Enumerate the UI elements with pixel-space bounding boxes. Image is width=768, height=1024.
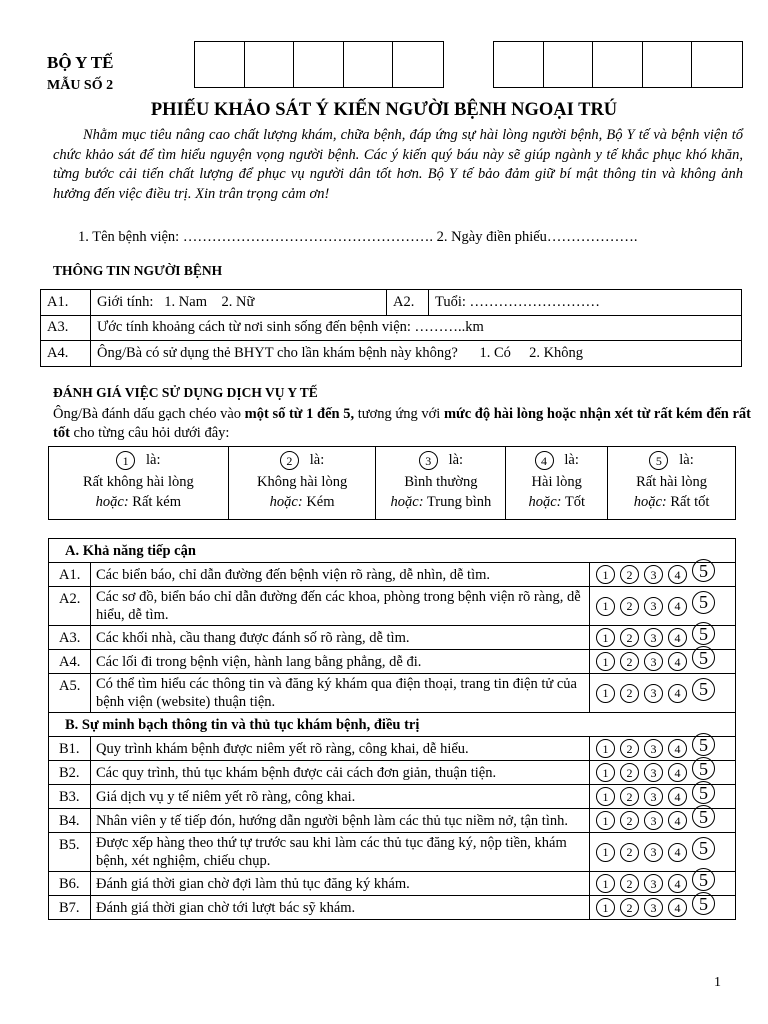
survey-question-row — [49, 809, 736, 833]
survey-question-row — [49, 626, 736, 650]
scale-level-4: 4 là: Hài lòng hoặc: Tốt — [506, 447, 608, 520]
rating-option-1[interactable]: 1 — [596, 763, 615, 782]
survey-question-row — [49, 761, 736, 785]
survey-question-row — [49, 872, 736, 896]
rating-option-2[interactable]: 2 — [620, 763, 639, 782]
rating-option-3[interactable]: 3 — [644, 684, 663, 703]
section-title: B. Sự minh bạch thông tin và thủ tục khám bệnh, điều trị — [49, 713, 736, 737]
question-code: B2. — [49, 761, 91, 785]
question-text: Đánh giá thời gian chờ tới lượt bác sỹ khám. — [90, 896, 589, 920]
section-header-row — [49, 539, 736, 563]
rating-option-1[interactable]: 1 — [596, 874, 615, 893]
scale-description: Rất không hài lòng — [82, 474, 194, 490]
code-box[interactable] — [344, 42, 394, 87]
rating-option-4[interactable]: 4 — [668, 811, 687, 830]
scale-number-circle: 3 — [419, 451, 438, 470]
rating-option-3[interactable]: 3 — [644, 652, 663, 671]
question-text: Các khối nhà, cầu thang được đánh số rõ ràng, dễ tìm. — [90, 626, 589, 650]
rating-option-4[interactable]: 4 — [668, 684, 687, 703]
question-text: Đánh giá thời gian chờ đợi làm thủ tục đăng ký khám. — [90, 872, 589, 896]
rating-option-2[interactable]: 2 — [620, 843, 639, 862]
rating-option-1[interactable]: 1 — [596, 628, 615, 647]
page-title: PHIẾU KHẢO SÁT Ý KIẾN NGƯỜI BỆNH NGOẠI TRÚ — [150, 100, 618, 120]
rating-options — [590, 893, 736, 920]
scale-alternative: hoặc: Tốt — [528, 494, 585, 510]
rating-option-4[interactable]: 4 — [668, 787, 687, 806]
survey-question-row — [49, 563, 736, 587]
code-box[interactable] — [393, 42, 443, 87]
scale-number-circle: 1 — [116, 451, 135, 470]
scale-level-3: 3 là: Bình thường hoặc: Trung bình — [376, 447, 506, 520]
rating-option-1[interactable]: 1 — [596, 684, 615, 703]
code-box[interactable] — [245, 42, 295, 87]
patient-info-table — [40, 289, 742, 367]
rating-options — [590, 758, 736, 785]
code-box[interactable] — [195, 42, 245, 87]
rating-option-1[interactable]: 1 — [596, 898, 615, 917]
rating-option-1[interactable]: 1 — [596, 565, 615, 584]
question-text: Được xếp hàng theo thứ tự trước sau khi làm các thủ tục đăng ký, nộp tiền, khám bệnh, xét nghiệm, chiếu chụp. — [90, 833, 589, 872]
rating-option-4[interactable]: 4 — [668, 763, 687, 782]
code-box[interactable] — [494, 42, 544, 87]
rating-option-4[interactable]: 4 — [668, 652, 687, 671]
scale-alternative: hoặc: Rất kém — [95, 494, 182, 510]
rating-option-1[interactable]: 1 — [596, 597, 615, 616]
survey-question-row — [49, 674, 736, 713]
survey-question-row — [49, 650, 736, 674]
rating-option-5[interactable]: 5 — [692, 781, 715, 804]
question-code: A4. — [49, 650, 91, 674]
question-code: A5. — [49, 674, 91, 713]
scale-description: Không hài lòng — [256, 474, 348, 490]
rating-option-2[interactable]: 2 — [620, 898, 639, 917]
question-code: A3. — [49, 626, 91, 650]
evaluation-instructions: Ông/Bà đánh dấu gạch chéo vào một số từ 1 đến 5, tương ứng với mức độ hài lòng hoặc nhận xét từ rất kém đến rất tốt cho từng câu hỏi dưới đây: — [53, 406, 751, 441]
scale-number-circle: 4 — [535, 451, 554, 470]
question-text: Giá dịch vụ y tế niêm yết rõ ràng, công khai. — [90, 785, 589, 809]
question-code: B7. — [49, 896, 91, 920]
rating-option-1[interactable]: 1 — [596, 652, 615, 671]
rating-option-3[interactable]: 3 — [644, 739, 663, 758]
rating-option-4[interactable]: 4 — [668, 898, 687, 917]
question-code: B3. — [49, 785, 91, 809]
rating-option-1[interactable]: 1 — [596, 843, 615, 862]
rating-options — [590, 806, 736, 833]
hospital-code-boxes — [194, 41, 444, 88]
rating-option-4[interactable]: 4 — [668, 565, 687, 584]
rating-option-4[interactable]: 4 — [668, 739, 687, 758]
question-code: A1. — [49, 563, 91, 587]
gender-option-male[interactable]: 1. Nam — [164, 293, 207, 310]
survey-table — [48, 538, 736, 920]
scale-alternative: hoặc: Kém — [269, 494, 335, 510]
rating-option-2[interactable]: 2 — [620, 628, 639, 647]
rating-options — [590, 623, 736, 650]
rating-option-3[interactable]: 3 — [644, 898, 663, 917]
rating-options — [590, 833, 736, 872]
rating-option-2[interactable]: 2 — [620, 787, 639, 806]
gender-question — [91, 290, 387, 316]
code-box[interactable] — [643, 42, 693, 87]
scale-description: Bình thường — [404, 474, 478, 490]
rating-option-5[interactable]: 5 — [692, 805, 715, 828]
question-code: A4. — [41, 341, 91, 367]
rating-options — [590, 560, 736, 587]
rating-option-5[interactable]: 5 — [692, 733, 715, 756]
rating-options — [590, 734, 736, 761]
rating-option-5[interactable]: 5 — [692, 646, 715, 669]
rating-option-1[interactable]: 1 — [596, 811, 615, 830]
gender-option-female[interactable]: 2. Nữ — [221, 293, 255, 310]
rating-option-3[interactable]: 3 — [644, 787, 663, 806]
scale-number-circle: 5 — [649, 451, 668, 470]
rating-option-1[interactable]: 1 — [596, 787, 615, 806]
question-text: Các biển báo, chỉ dẫn đường đến bệnh viện rõ ràng, dễ nhìn, dễ tìm. — [90, 563, 589, 587]
rating-option-4[interactable]: 4 — [668, 628, 687, 647]
insurance-option-yes[interactable]: 1. Có — [479, 344, 511, 361]
intro-paragraph: Nhằm mục tiêu nâng cao chất lượng khám, chữa bệnh, đáp ứng sự hài lòng người bệnh, Bộ Y tế và bệnh viện tổ chức khảo sát để tìm hiểu nguyện vọng người bệnh. Các ý kiến quý báu này sẽ giúp ngành y tế khắc phục khó khăn, từng bước cải tiến chất lượng để phục vụ người dân tốt hơn. Bộ Y tế bảo đảm giữ bí mật thông tin và không ảnh hưởng đến việc điều trị. Xin trân trọng cảm ơn! — [53, 127, 743, 202]
survey-question-row — [49, 587, 736, 626]
rating-option-3[interactable]: 3 — [644, 565, 663, 584]
question-code: A2. — [387, 290, 429, 316]
question-text: Các quy trình, thủ tục khám bệnh được cải cách đơn giản, thuận tiện. — [90, 761, 589, 785]
rating-option-2[interactable]: 2 — [620, 652, 639, 671]
rating-option-3[interactable]: 3 — [644, 874, 663, 893]
code-box[interactable] — [692, 42, 742, 87]
question-code: B4. — [49, 809, 91, 833]
insurance-option-no[interactable]: 2. Không — [529, 344, 584, 361]
question-text: Quy trình khám bệnh được niêm yết rõ ràng, công khai, dễ hiểu. — [90, 737, 589, 761]
rating-option-2[interactable]: 2 — [620, 874, 639, 893]
scale-level-1: 1 là: Rất không hài lòng hoặc: Rất kém — [49, 447, 229, 520]
rating-option-3[interactable]: 3 — [644, 843, 663, 862]
rating-option-2[interactable]: 2 — [620, 565, 639, 584]
page-number: 1 — [714, 975, 721, 990]
rating-option-3[interactable]: 3 — [644, 597, 663, 616]
form-number: MẪU SỐ 2 — [47, 78, 114, 93]
question-code: A3. — [41, 315, 91, 341]
rating-option-5[interactable]: 5 — [692, 678, 715, 701]
hospital-date-fields[interactable]: 1. Tên bệnh viện: ……………………………………………. 2. Ngày điền phiếu………………. — [78, 229, 638, 245]
scale-alternative: hoặc: Rất tốt — [633, 494, 710, 510]
rating-option-4[interactable]: 4 — [668, 597, 687, 616]
survey-question-row — [49, 737, 736, 761]
scale-level-5: 5 là: Rất hài lòng hoặc: Rất tốt — [608, 447, 736, 520]
rating-option-5[interactable]: 5 — [692, 559, 715, 582]
question-code: B1. — [49, 737, 91, 761]
rating-option-5[interactable]: 5 — [692, 892, 715, 915]
gender-label: Giới tính: — [97, 293, 154, 310]
question-text: Có thể tìm hiểu các thông tin và đăng ký khám qua điện thoại, trang tin điện tử của bệnh viện (website) thuận tiện. — [90, 674, 589, 713]
ministry-name: BỘ Y TẾ — [47, 53, 114, 72]
question-code: B5. — [49, 833, 91, 872]
question-code: A1. — [41, 290, 91, 316]
rating-options — [590, 674, 736, 713]
rating-option-5[interactable]: 5 — [692, 591, 715, 614]
question-text: Các lối đi trong bệnh viện, hành lang bằng phẳng, dễ đi. — [90, 650, 589, 674]
rating-option-4[interactable]: 4 — [668, 843, 687, 862]
scale-description: Rất hài lòng — [636, 474, 708, 490]
form-code-boxes — [493, 41, 743, 88]
rating-option-5[interactable]: 5 — [692, 757, 715, 780]
rating-options — [590, 782, 736, 809]
question-text: Các sơ đồ, biển báo chỉ dẫn đường đến các khoa, phòng trong bệnh viện rõ ràng, dễ hiểu, dễ tìm. — [90, 587, 589, 626]
rating-option-2[interactable]: 2 — [620, 811, 639, 830]
rating-option-5[interactable]: 5 — [692, 622, 715, 645]
section-header-row — [49, 713, 736, 737]
evaluation-heading: ĐÁNH GIÁ VIỆC SỬ DỤNG DỊCH VỤ Y TẾ — [53, 385, 318, 400]
insurance-question — [91, 341, 742, 367]
question-text: Nhân viên y tế tiếp đón, hướng dẫn người bệnh làm các thủ tục niềm nở, tận tình. — [90, 809, 589, 833]
age-field[interactable]: Tuổi: ……………………… — [429, 290, 742, 316]
rating-option-5[interactable]: 5 — [692, 837, 715, 860]
code-box[interactable] — [294, 42, 344, 87]
rating-option-3[interactable]: 3 — [644, 811, 663, 830]
patient-info-heading: THÔNG TIN NGƯỜI BỆNH — [53, 263, 223, 278]
section-title: A. Khả năng tiếp cận — [49, 539, 736, 563]
rating-option-4[interactable]: 4 — [668, 874, 687, 893]
rating-option-1[interactable]: 1 — [596, 739, 615, 758]
rating-option-5[interactable]: 5 — [692, 868, 715, 891]
question-code: B6. — [49, 872, 91, 896]
scale-number-circle: 2 — [280, 451, 299, 470]
code-box[interactable] — [544, 42, 594, 87]
scale-description: Hài lòng — [531, 474, 582, 490]
scale-alternative: hoặc: Trung bình — [390, 494, 492, 510]
scale-level-2: 2 là: Không hài lòng hoặc: Kém — [228, 447, 376, 520]
code-box[interactable] — [593, 42, 643, 87]
rating-options — [590, 647, 736, 674]
survey-question-row — [49, 833, 736, 872]
rating-option-2[interactable]: 2 — [620, 684, 639, 703]
survey-question-row — [49, 785, 736, 809]
survey-question-row — [49, 896, 736, 920]
question-code: A2. — [49, 587, 91, 626]
rating-scale-legend — [48, 446, 736, 520]
distance-field[interactable]: Ước tính khoảng cách từ nơi sinh sống đến bệnh viện: ………..km — [91, 315, 742, 341]
insurance-question-text: Ông/Bà có sử dụng thẻ BHYT cho lần khám bệnh này không? — [97, 344, 458, 361]
rating-options — [590, 869, 736, 896]
rating-option-3[interactable]: 3 — [644, 763, 663, 782]
rating-option-3[interactable]: 3 — [644, 628, 663, 647]
rating-options — [590, 587, 736, 626]
rating-option-2[interactable]: 2 — [620, 597, 639, 616]
rating-option-2[interactable]: 2 — [620, 739, 639, 758]
